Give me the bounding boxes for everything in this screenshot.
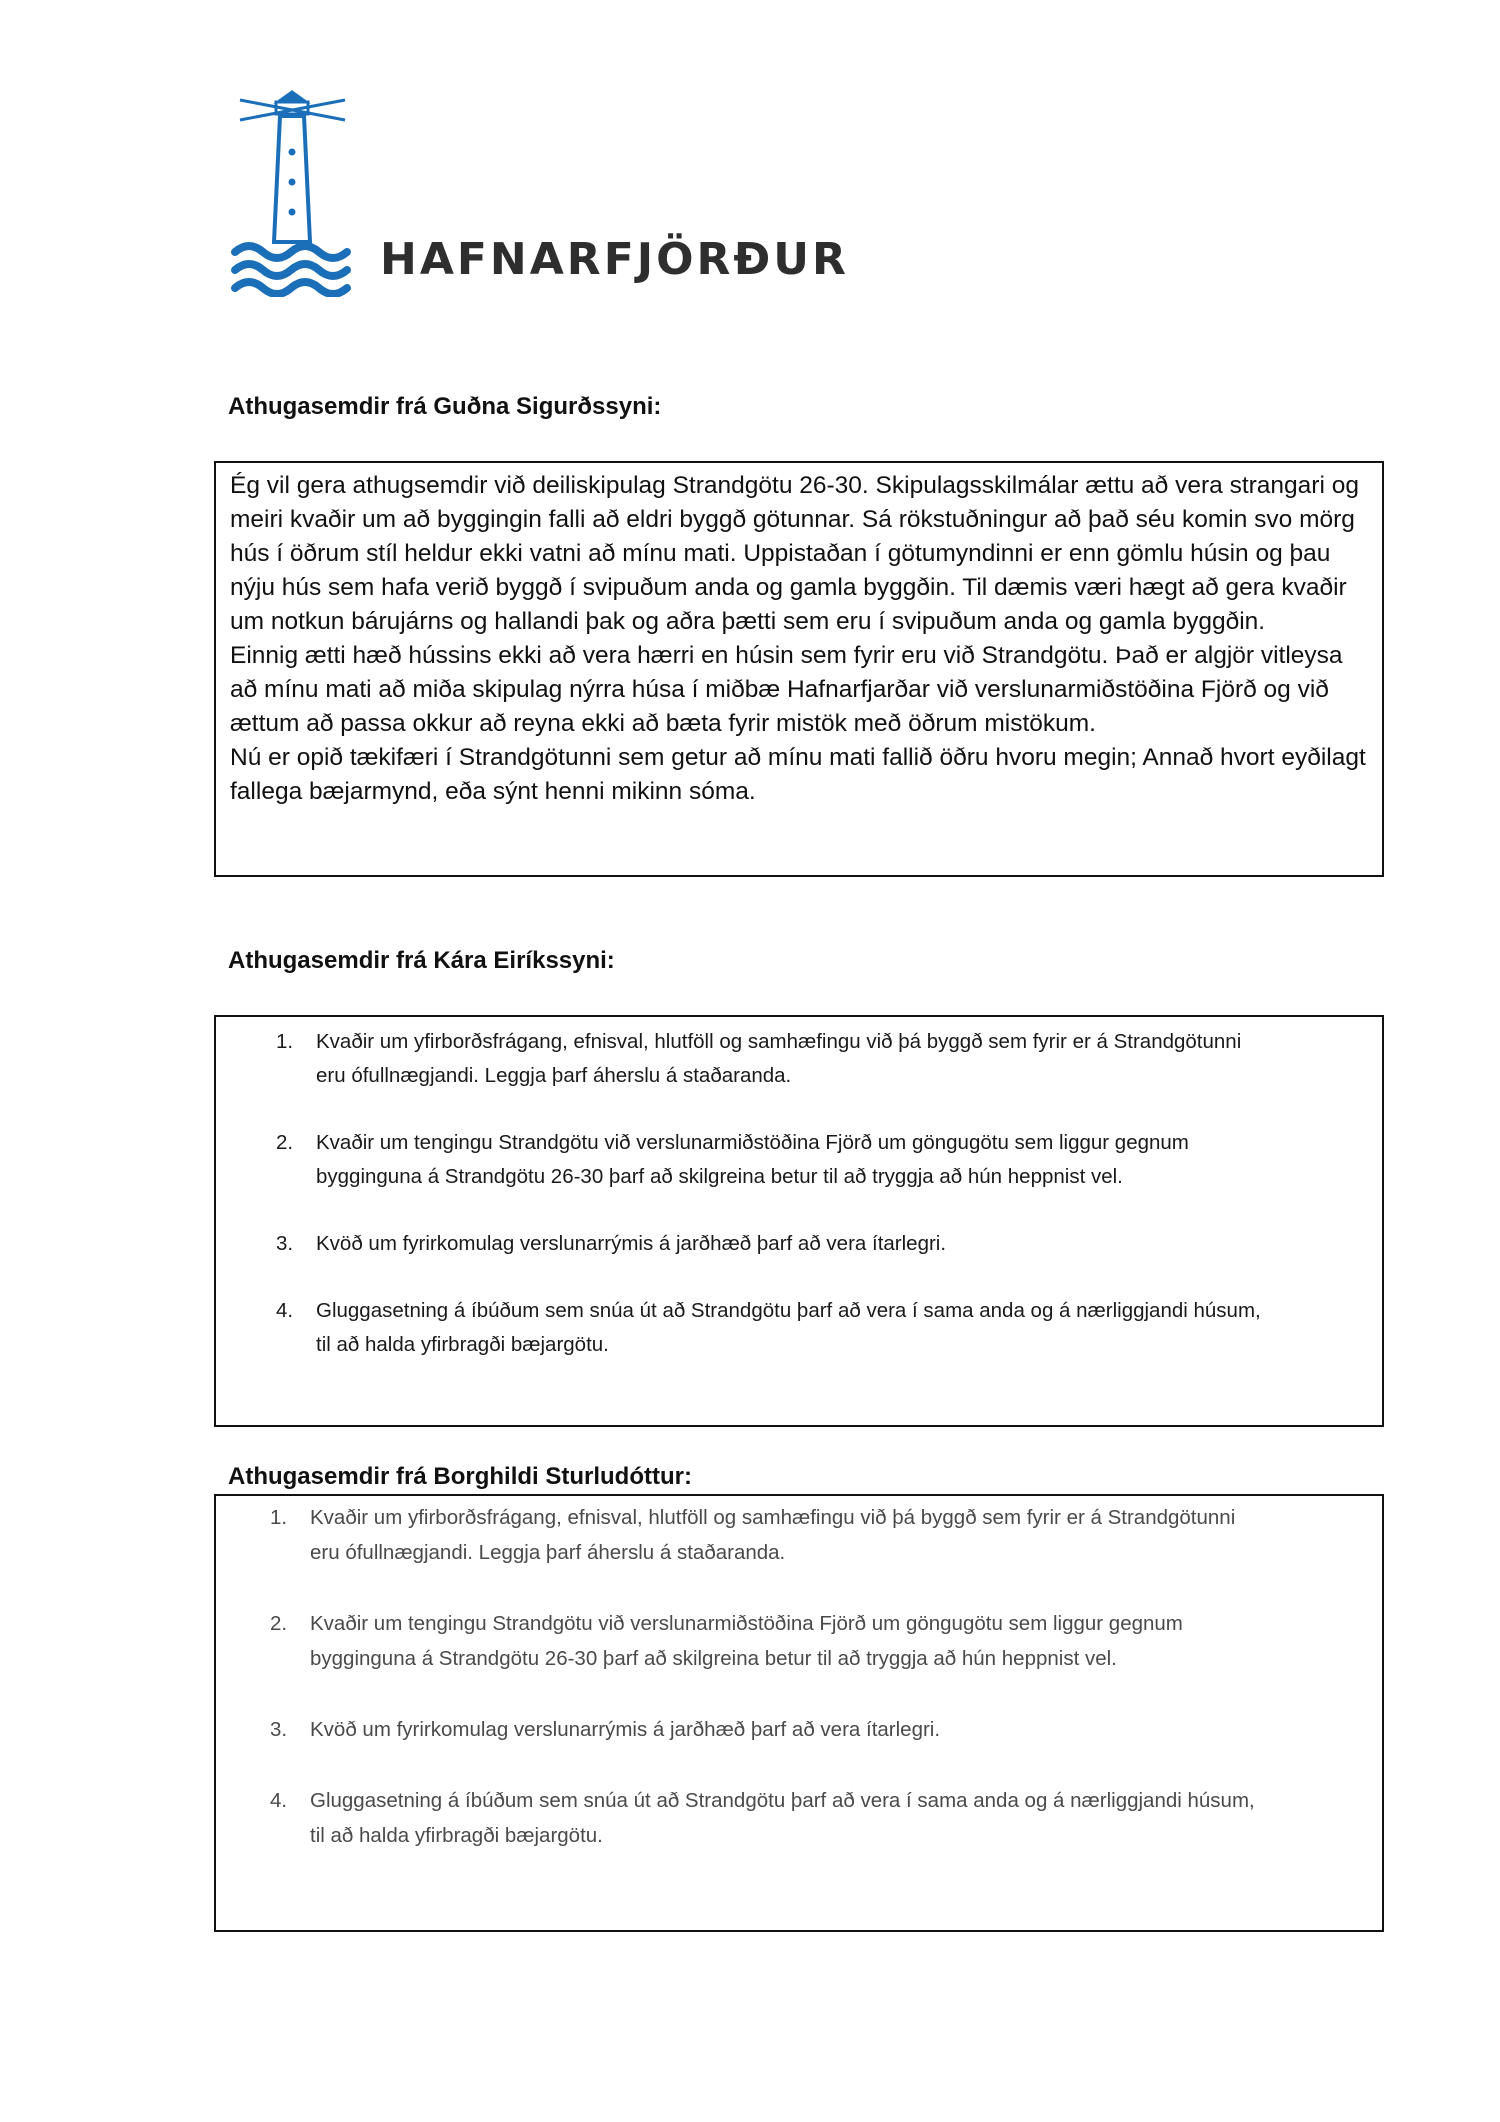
item-number: 3.	[270, 1718, 288, 1741]
item-text: Gluggasetning á íbúðum sem snúa út að Strandgötu þarf að vera í sama anda og á nærliggjandi húsum, til að halda yfirbragði bæjargötu.	[310, 1789, 1255, 1847]
item-number: 1.	[270, 1506, 288, 1529]
item-number: 4.	[276, 1299, 294, 1322]
list-item	[270, 1606, 1382, 1676]
list-item	[270, 1500, 1382, 1570]
list-item	[270, 1712, 1382, 1747]
hafnarfjordur-logo	[230, 82, 850, 297]
lighthouse-icon	[230, 82, 360, 297]
comment-box-borghildur	[214, 1494, 1384, 1932]
list-item	[276, 1126, 1382, 1194]
list-item	[276, 1294, 1382, 1362]
comment-box-gudni	[214, 461, 1384, 877]
item-text: Kvaðir um tengingu Strandgötu við verslunarmiðstöðina Fjörð um göngugötu sem liggur gegnum bygginguna á Strandgötu 26-30 þarf að skilgreina betur til að tryggja að hún heppnist vel.	[310, 1612, 1183, 1670]
section-heading-kari: Athugasemdir frá Kára Eiríkssyni:	[228, 947, 615, 974]
paragraph: Nú er opið tækifæri í Strandgötunni sem getur að mínu mati fallið öðru hvoru megin; Annað hvort eyðilagt fallega bæjarmynd, eða sýnt henni mikinn sóma.	[230, 744, 1366, 805]
logo-text: HAFNARFJÖRÐUR	[380, 234, 849, 285]
list-item	[270, 1783, 1382, 1853]
item-text: Gluggasetning á íbúðum sem snúa út að Strandgötu þarf að vera í sama anda og á nærliggjandi húsum, til að halda yfirbragði bæjargötu.	[316, 1299, 1261, 1356]
section-heading-gudni: Athugasemdir frá Guðna Sigurðssyni:	[228, 393, 662, 420]
item-text: Kvöð um fyrirkomulag verslunarrýmis á jarðhæð þarf að vera ítarlegri.	[310, 1718, 941, 1741]
item-number: 2.	[270, 1612, 288, 1635]
item-text: Kvaðir um yfirborðsfrágang, efnisval, hlutföll og samhæfingu við þá byggð sem fyrir er á Strandgötunni eru ófullnægjandi. Leggja þarf áherslu á staðaranda.	[310, 1506, 1236, 1564]
item-text: Kvaðir um yfirborðsfrágang, efnisval, hlutföll og samhæfingu við þá byggð sem fyrir er á Strandgötunni eru ófullnægjandi. Leggja þarf áherslu á staðaranda.	[316, 1030, 1242, 1087]
item-text: Kvöð um fyrirkomulag verslunarrýmis á jarðhæð þarf að vera ítarlegri.	[316, 1232, 947, 1255]
comment-box-kari	[214, 1015, 1384, 1427]
paragraph: Ég vil gera athugsemdir við deiliskipulag Strandgötu 26-30. Skipulagsskilmálar ættu að vera strangari og meiri kvaðir um að byggingin falli að eldri byggð götunnar. Sá rökstuðningur að það séu komin svo mörg hús í öðrum stíl heldur ekki vatni að mínu mati. Uppistaðan í götumyndinni er enn gömlu húsin og þau nýju hús sem hafa verið byggð í svipuðum anda og gamla byggðin. Til dæmis væri hægt að gera kvaðir um notkun bárujárns og hallandi þak og aðra þætti sem eru í svipuðum anda og gamla byggðin.	[230, 472, 1359, 635]
section-heading-borghildur: Athugasemdir frá Borghildi Sturludóttur:	[228, 1463, 692, 1490]
item-number: 1.	[276, 1030, 294, 1053]
paragraph: Einnig ætti hæð hússins ekki að vera hærri en húsin sem fyrir eru við Strandgötu. Það er algjör vitleysa að mínu mati að miða skipulag nýrra húsa í miðbæ Hafnarfjarðar við verslunarmiðstöðina Fjörð og við ættum að passa okkur að reyna ekki að bæta fyrir mistök með öðrum mistökum.	[230, 642, 1343, 737]
item-text: Kvaðir um tengingu Strandgötu við verslunarmiðstöðina Fjörð um göngugötu sem liggur gegnum bygginguna á Strandgötu 26-30 þarf að skilgreina betur til að tryggja að hún heppnist vel.	[316, 1131, 1189, 1188]
list-item	[276, 1025, 1382, 1093]
list-item	[276, 1227, 1382, 1261]
item-number: 4.	[270, 1789, 288, 1812]
item-number: 3.	[276, 1232, 294, 1255]
item-number: 2.	[276, 1131, 294, 1154]
